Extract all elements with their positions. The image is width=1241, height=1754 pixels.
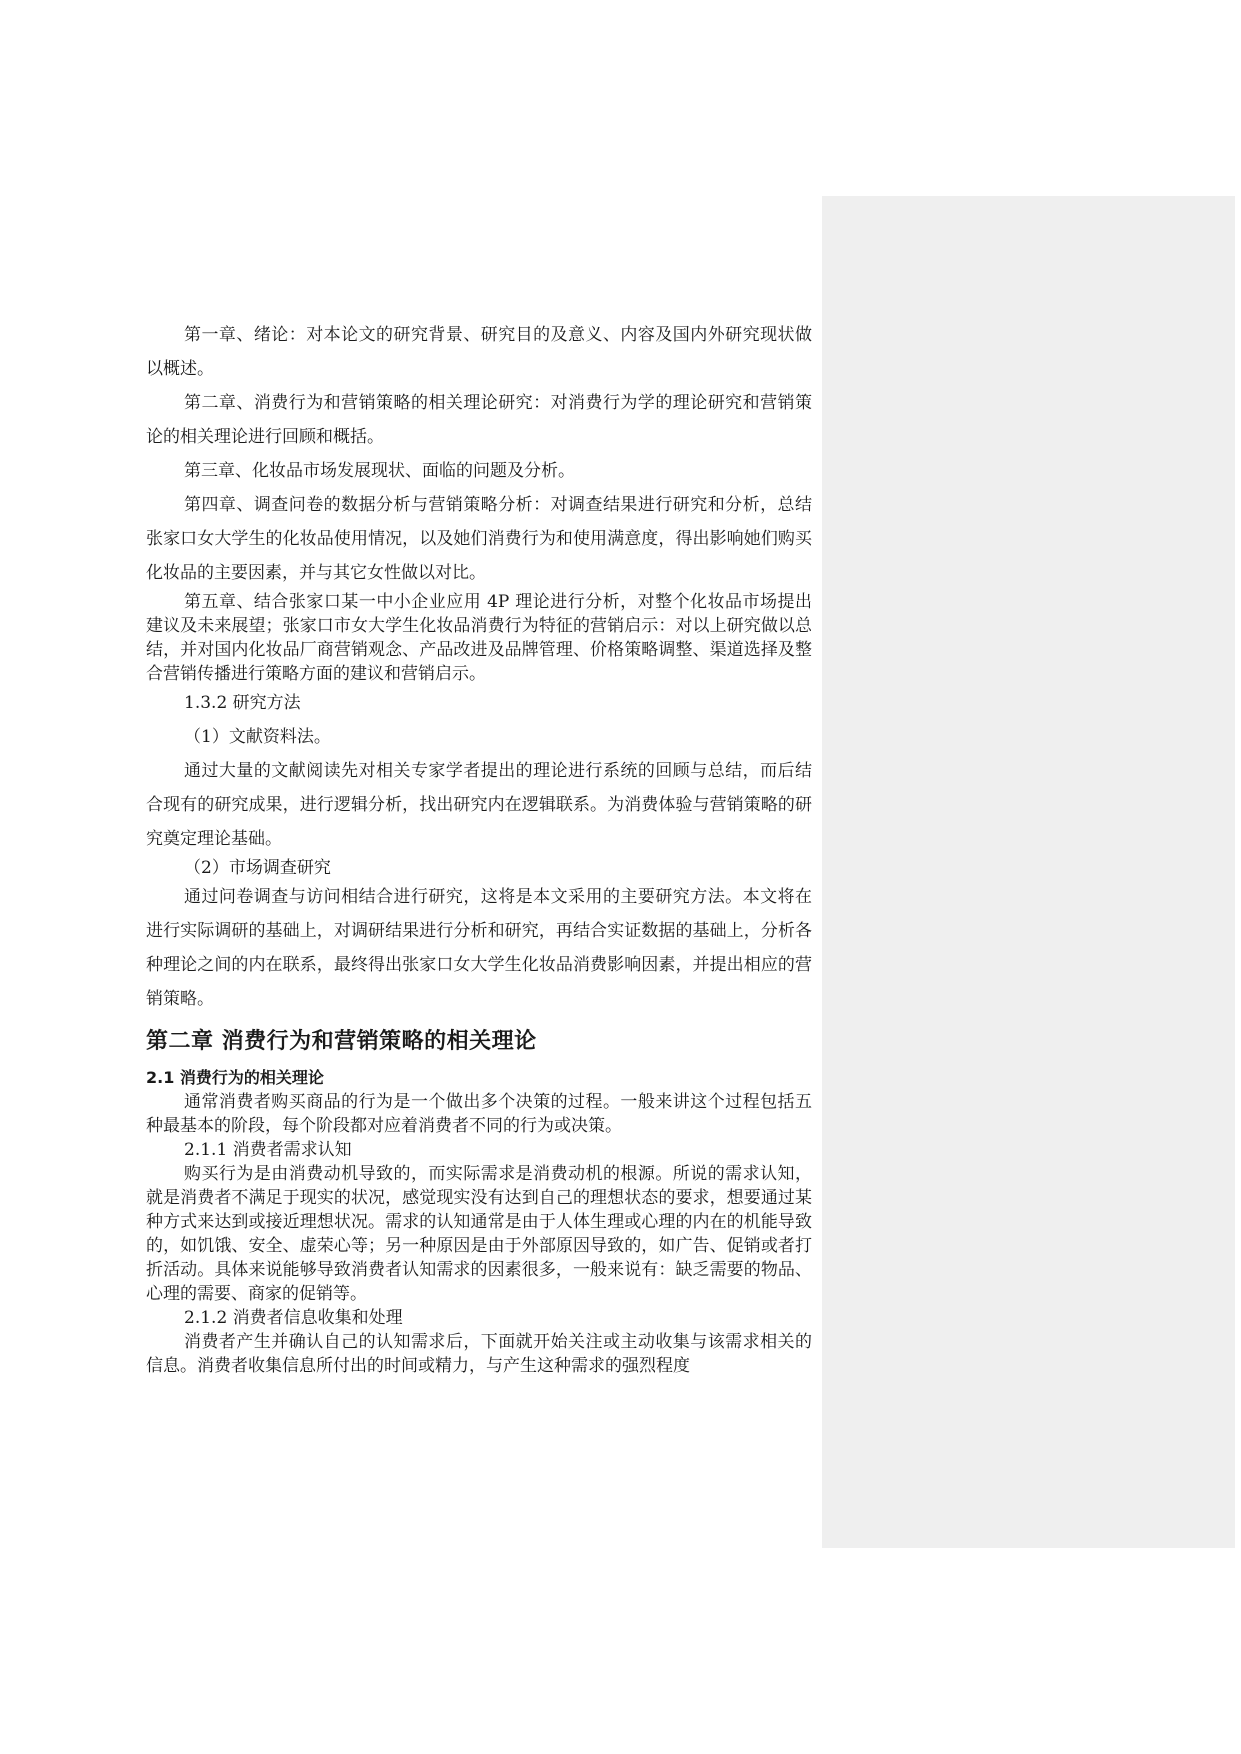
subsection-2-1-2-text: 消费者产生并确认自己的认知需求后，下面就开始关注或主动收集与该需求相关的信息。消费者收集信息所付出的时间或精力，与产生这种需求的强烈程度 [146, 1332, 812, 1376]
paragraph-chapter1-summary: 第一章、绪论：对本论文的研究背景、研究目的及意义、内容及国内外研究现状做以概述。 [146, 325, 812, 379]
paragraph-chapter2-summary: 第二章、消费行为和营销策略的相关理论研究：对消费行为学的理论研究和营销策论的相关理论进行回顾和概括。 [146, 393, 812, 447]
method1-text: 通过大量的文献阅读先对相关专家学者提出的理论进行系统的回顾与总结，而后结合现有的研究成果，进行逻辑分析，找出研究内在逻辑联系。为消费体验与营销策略的研究奠定理论基础。 [146, 761, 812, 849]
document-body [146, 318, 812, 1378]
comment-margin-pane [822, 196, 1235, 1548]
paragraph-chapter5-summary: 第五章、结合张家口某一中小企业应用 4P 理论进行分析，对整个化妆品市场提出建议及未来展望；张家口市女大学生化妆品消费行为特征的营销启示：对以上研究做以总结，并对国内化妆品厂商营销观念、产品改进及品牌管理、价格策略调整、渠道选择及整合营销传播进行策略方面的建议和营销启示。 [146, 592, 812, 684]
subsection-2-1-1-heading: 2.1.1 消费者需求认知 [184, 1140, 352, 1160]
paragraph-chapter3-summary: 第三章、化妆品市场发展现状、面临的问题及分析。 [184, 461, 575, 481]
method2-title: （2）市场调查研究 [184, 858, 331, 878]
method2-text: 通过问卷调查与访问相结合进行研究，这将是本文采用的主要研究方法。本文将在进行实际调研的基础上，对调研结果进行分析和研究，再结合实证数据的基础上，分析各种理论之间的内在联系，最终得出张家口女大学生化妆品消费影响因素，并提出相应的营销策略。 [146, 887, 812, 1009]
subsection-2-1-1-text: 购买行为是由消费动机导致的，而实际需求是消费动机的根源。所说的需求认知，就是消费者不满足于现实的状况，感觉现实没有达到自己的理想状态的要求，想要通过某种方式来达到或接近理想状况。需求的认知通常是由于人体生理或心理的内在的机能导致的，如饥饿、安全、虚荣心等；另一种原因是由于外部原因导致的，如广告、促销或者打折活动。具体来说能够导致消费者认知需求的因素很多，一般来说有：缺乏需要的物品、心理的需要、商家的促销等。 [146, 1164, 812, 1304]
method-heading: 1.3.2 研究方法 [184, 693, 301, 713]
paragraph-chapter4-summary: 第四章、调查问卷的数据分析与营销策略分析：对调查结果进行研究和分析，总结张家口女大学生的化妆品使用情况，以及她们消费行为和使用满意度，得出影响她们购买化妆品的主要因素，并与其它女性做以对比。 [146, 495, 812, 583]
section-2-1-heading: 2.1 消费行为的相关理论 [146, 1068, 324, 1087]
subsection-2-1-2-heading: 2.1.2 消费者信息收集和处理 [184, 1308, 403, 1328]
chapter2-title: 第二章 消费行为和营销策略的相关理论 [146, 1029, 537, 1054]
section-2-1-intro: 通常消费者购买商品的行为是一个做出多个决策的过程。一般来讲这个过程包括五种最基本的阶段，每个阶段都对应着消费者不同的行为或决策。 [146, 1092, 812, 1136]
method1-title: （1）文献资料法。 [184, 727, 331, 747]
